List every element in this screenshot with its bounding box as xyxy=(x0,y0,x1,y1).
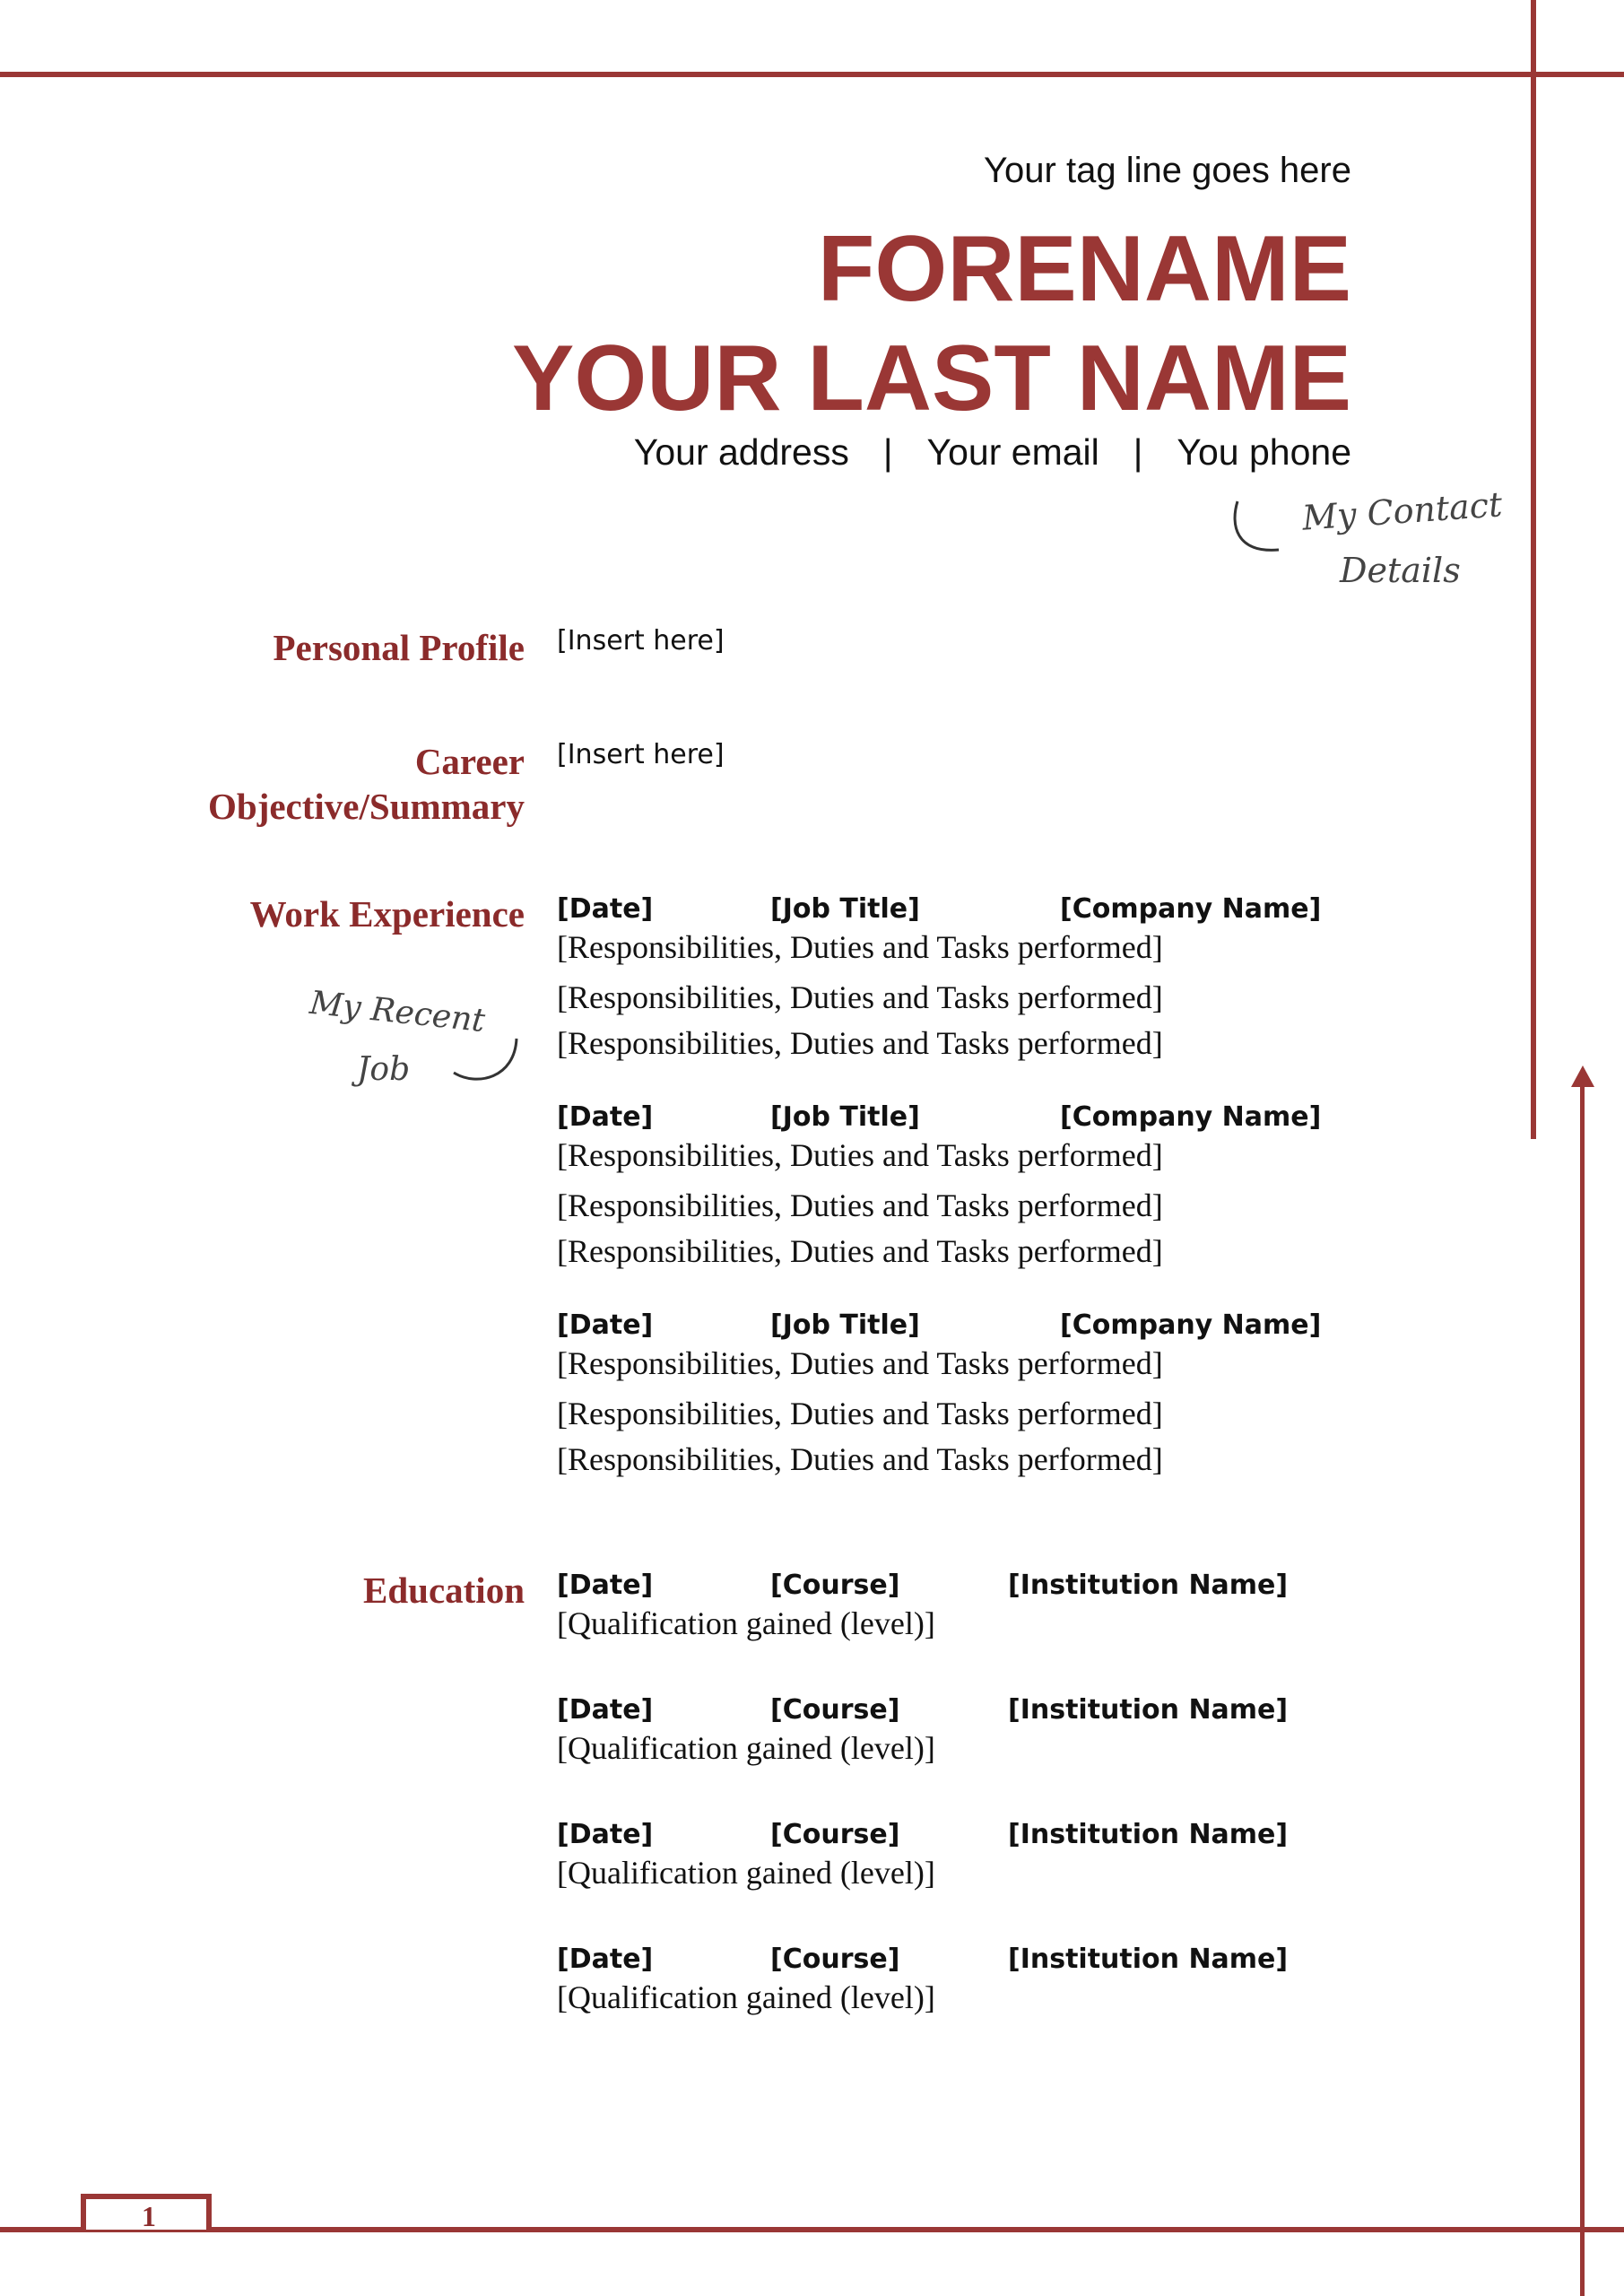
education-date: [Date] xyxy=(557,1694,654,1726)
education-entry xyxy=(557,1694,1289,1776)
work-responsibility: [Responsibilities, Duties and Tasks performed] xyxy=(557,1187,1163,1223)
arrow-up-icon xyxy=(1570,1065,1595,1089)
education-date: [Date] xyxy=(557,1819,654,1850)
work-responsibility: [Responsibilities, Duties and Tasks performed] xyxy=(557,1441,1163,1477)
education-entry xyxy=(557,1819,1289,1900)
page-number: 1 xyxy=(142,2200,156,2232)
education-qualification: [Qualification gained (level)] xyxy=(557,1730,935,1766)
career-content: [Insert here] xyxy=(557,739,725,770)
tagline: Your tag line goes here xyxy=(984,151,1351,190)
education-course: [Course] xyxy=(770,1570,900,1601)
annotation-contact-line1: My Contact xyxy=(1300,484,1504,538)
top-border-line xyxy=(0,72,1624,77)
education-entry xyxy=(557,1570,1289,1651)
profile-content: [Insert here] xyxy=(557,625,725,657)
annotation-contact-line2: Details xyxy=(1340,551,1461,590)
right-vertical-line xyxy=(1531,0,1536,1139)
education-institution: [Institution Name] xyxy=(1008,1570,1289,1601)
annotation-job-line2: Job xyxy=(357,1051,411,1088)
education-course: [Course] xyxy=(770,1819,900,1850)
work-date: [Date] xyxy=(557,1101,654,1133)
education-institution: [Institution Name] xyxy=(1008,1819,1289,1850)
education-course: [Course] xyxy=(770,1944,900,1975)
phone: You phone xyxy=(1177,431,1351,473)
work-entry xyxy=(557,1101,1322,1274)
curved-arrow-icon xyxy=(1227,498,1298,561)
bottom-border-line xyxy=(0,2227,1624,2232)
education-qualification: [Qualification gained (level)] xyxy=(557,1979,935,2015)
email: Your email xyxy=(926,431,1099,473)
education-entry xyxy=(557,1944,1289,2025)
section-label-career xyxy=(208,739,525,829)
work-date: [Date] xyxy=(557,1309,654,1341)
education-institution: [Institution Name] xyxy=(1008,1694,1289,1726)
work-entry xyxy=(557,893,1322,1066)
work-company: [Company Name] xyxy=(1060,893,1322,925)
work-responsibility: [Responsibilities, Duties and Tasks performed] xyxy=(557,1345,1163,1381)
work-responsibility: [Responsibilities, Duties and Tasks performed] xyxy=(557,979,1163,1015)
work-job-title: [Job Title] xyxy=(770,1309,920,1341)
work-company: [Company Name] xyxy=(1060,1101,1322,1133)
right-inner-line xyxy=(1580,1083,1585,2296)
annotation-job-line1: My Recent xyxy=(308,984,487,1040)
work-date: [Date] xyxy=(557,893,654,925)
address: Your address xyxy=(633,431,849,473)
work-job-title: [Job Title] xyxy=(770,893,920,925)
separator: | xyxy=(882,431,893,473)
education-qualification: [Qualification gained (level)] xyxy=(557,1605,935,1641)
work-responsibility: [Responsibilities, Duties and Tasks performed] xyxy=(557,1025,1163,1061)
section-label-education: Education xyxy=(363,1570,525,1611)
work-responsibility: [Responsibilities, Duties and Tasks performed] xyxy=(557,1137,1163,1173)
work-responsibility: [Responsibilities, Duties and Tasks performed] xyxy=(557,929,1163,965)
work-job-title: [Job Title] xyxy=(770,1101,920,1133)
forename: FORENAME xyxy=(817,217,1351,321)
education-date: [Date] xyxy=(557,1570,654,1601)
education-course: [Course] xyxy=(770,1694,900,1726)
education-date: [Date] xyxy=(557,1944,654,1975)
work-responsibility: [Responsibilities, Duties and Tasks performed] xyxy=(557,1396,1163,1431)
work-company: [Company Name] xyxy=(1060,1309,1322,1341)
contact-line xyxy=(634,431,1351,474)
separator: | xyxy=(1133,431,1143,473)
section-label-profile: Personal Profile xyxy=(273,627,525,668)
education-institution: [Institution Name] xyxy=(1008,1944,1289,1975)
education-qualification: [Qualification gained (level)] xyxy=(557,1855,935,1891)
curved-arrow-icon xyxy=(450,1031,522,1085)
work-responsibility: [Responsibilities, Duties and Tasks performed] xyxy=(557,1233,1163,1269)
work-entry xyxy=(557,1309,1322,1483)
last-name: YOUR LAST NAME xyxy=(512,326,1351,430)
career-label-line1: Career xyxy=(414,741,525,782)
section-label-work: Work Experience xyxy=(249,893,525,935)
career-label-line2: Objective/Summary xyxy=(208,786,525,827)
